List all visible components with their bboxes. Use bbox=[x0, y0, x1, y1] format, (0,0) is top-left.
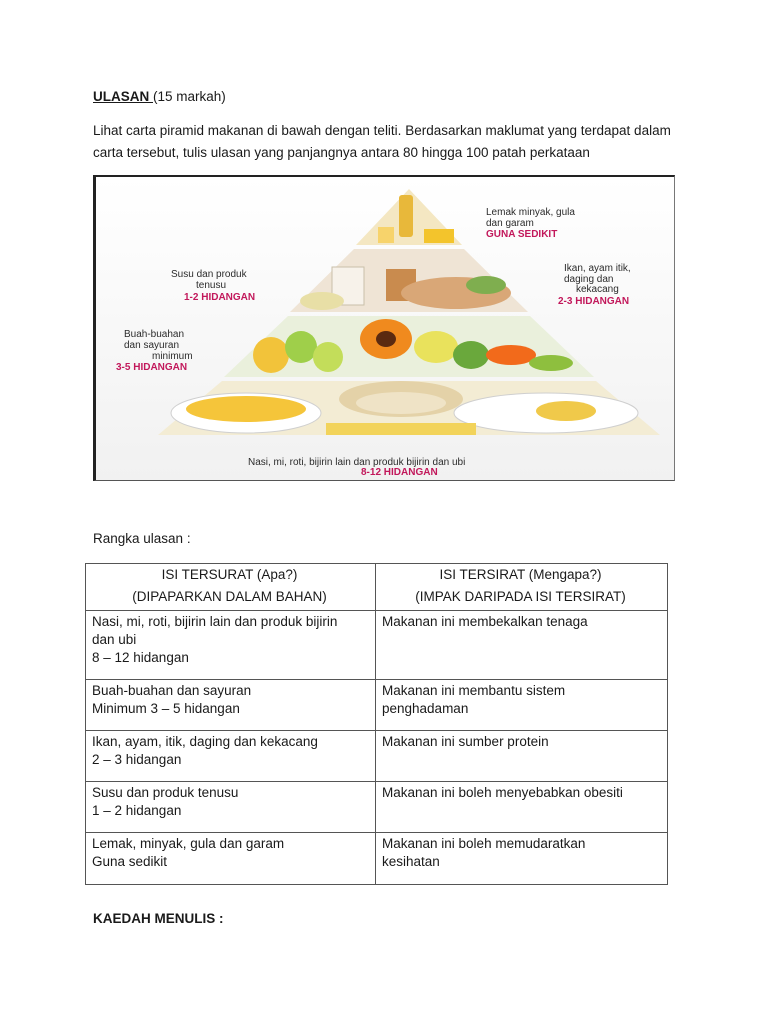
fruits-label-line3: minimum bbox=[152, 351, 193, 362]
protein-label-line2: daging dan bbox=[564, 274, 614, 285]
protein-label-line3: kekacang bbox=[576, 284, 619, 295]
cell-text: Guna sedikit bbox=[92, 854, 168, 869]
table-cell-tersurat bbox=[86, 833, 376, 885]
table-cell-tersurat bbox=[86, 731, 376, 782]
cell-text: Makanan ini membantu sistem bbox=[382, 683, 566, 698]
table-cell-tersirat bbox=[376, 833, 668, 885]
pyramid-tier-grains bbox=[158, 381, 660, 435]
cell-text: Lemak, minyak, gula dan garam bbox=[92, 836, 285, 851]
table-cell-tersurat bbox=[86, 611, 376, 680]
instructions-text: Lihat carta piramid makanan di bawah dengan teliti. Berdasarkan maklumat yang terdapat dalam carta tersebut, tulis ulasan yang panjangnya antara 80 hingga 100 patah perkataan bbox=[93, 123, 671, 160]
cell-text: 8 – 12 hidangan bbox=[92, 650, 189, 665]
fats-serving: GUNA SEDIKIT bbox=[486, 229, 558, 240]
outline-table bbox=[85, 563, 668, 885]
cell-text: Minimum 3 – 5 hidangan bbox=[92, 701, 240, 716]
protein-label-line1: Ikan, ayam itik, bbox=[564, 263, 631, 274]
cell-text: dan ubi bbox=[92, 632, 137, 647]
table-cell-tersirat bbox=[376, 611, 668, 680]
table-cell-tersirat bbox=[376, 782, 668, 833]
table-row bbox=[86, 680, 668, 731]
dairy-label-line2: tenusu bbox=[196, 280, 227, 291]
header-cell-tersurat bbox=[86, 564, 376, 611]
dairy-label-line1: Susu dan produk bbox=[171, 269, 247, 280]
heading-marks: (15 markah) bbox=[153, 89, 226, 104]
fats-label-line1: Lemak minyak, gula bbox=[486, 207, 575, 218]
header-tersurat-line2: (DIPAPARKAN DALAM BAHAN) bbox=[132, 589, 327, 604]
table-cell-tersurat bbox=[86, 680, 376, 731]
food-pyramid-image bbox=[93, 175, 675, 481]
cell-text: 1 – 2 hidangan bbox=[92, 803, 182, 818]
table-row bbox=[86, 782, 668, 833]
header-tersirat-line1: ISI TERSIRAT (Mengapa?) bbox=[439, 567, 602, 582]
fats-label-line2: dan garam bbox=[486, 218, 534, 229]
table-cell-tersirat bbox=[376, 731, 668, 782]
cell-text: Makanan ini sumber protein bbox=[382, 734, 549, 749]
cell-text: Susu dan produk tenusu bbox=[92, 785, 239, 800]
cell-text: kesihatan bbox=[382, 854, 440, 869]
cell-text: Nasi, mi, roti, bijirin lain dan produk bijirin bbox=[92, 614, 338, 629]
fruits-label-line1: Buah-buahan bbox=[124, 329, 185, 340]
cell-text: Buah-buahan dan sayuran bbox=[92, 683, 252, 698]
cell-text: Makanan ini boleh menyebabkan obesiti bbox=[382, 785, 623, 800]
cell-text: penghadaman bbox=[382, 701, 469, 716]
fruits-serving: 3-5 HIDANGAN bbox=[116, 362, 188, 373]
table-row bbox=[86, 731, 668, 782]
grains-label: Nasi, mi, roti, bijirin lain dan produk bijirin dan ubi bbox=[248, 457, 466, 468]
table-row bbox=[86, 611, 668, 680]
section-heading bbox=[93, 88, 226, 106]
pyramid-tier-fruits bbox=[224, 316, 594, 377]
dairy-serving: 1-2 HIDANGAN bbox=[184, 292, 256, 303]
kaedah-heading: KAEDAH MENULIS : bbox=[93, 911, 224, 926]
cell-text: Makanan ini boleh memudaratkan bbox=[382, 836, 586, 851]
protein-serving: 2-3 HIDANGAN bbox=[558, 296, 630, 307]
header-cell-tersirat bbox=[376, 564, 668, 611]
table-cell-tersurat bbox=[86, 782, 376, 833]
cell-text: Makanan ini membekalkan tenaga bbox=[382, 614, 588, 629]
header-tersirat-line2: (IMPAK DARIPADA ISI TERSIRAT) bbox=[415, 589, 626, 604]
table-row bbox=[86, 833, 668, 885]
fruits-label-line2: dan sayuran bbox=[124, 340, 180, 351]
table-header-row bbox=[86, 564, 668, 611]
rangka-label: Rangka ulasan : bbox=[93, 531, 191, 546]
table-cell-tersirat bbox=[376, 680, 668, 731]
heading-title: ULASAN bbox=[93, 89, 153, 104]
header-tersurat-line1: ISI TERSURAT (Apa?) bbox=[161, 567, 298, 582]
cell-text: Ikan, ayam, itik, daging dan kekacang bbox=[92, 734, 318, 749]
grains-serving: 8-12 HIDANGAN bbox=[361, 467, 438, 478]
cell-text: 2 – 3 hidangan bbox=[92, 752, 182, 767]
